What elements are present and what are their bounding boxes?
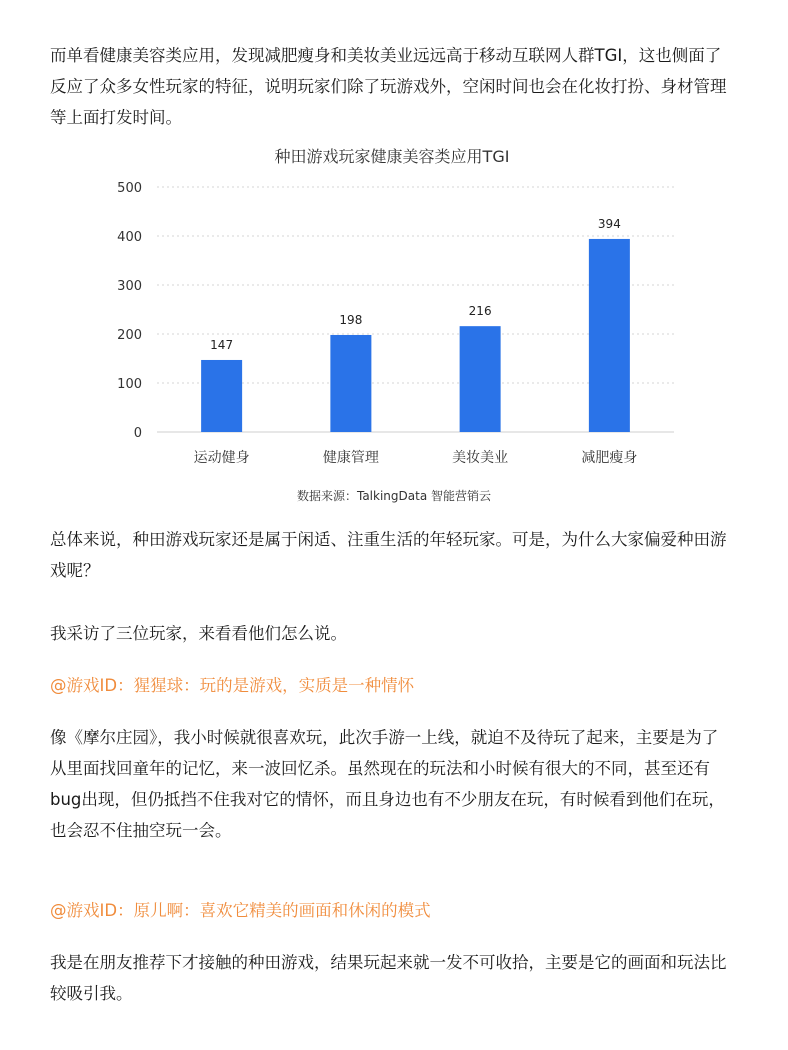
bar: [201, 360, 242, 432]
bar-value-label: 147: [210, 337, 234, 352]
x-tick-label: 减肥瘦身: [581, 450, 638, 466]
player1-line: 从里面找回童年的记忆，来一波回忆杀。虽然现在的玩法和小时候有很大的不同，甚至还有: [50, 759, 710, 778]
interview-intro: 我采访了三位玩家，来看看他们怎么说。: [50, 624, 347, 643]
player2-heading: @游戏ID：原儿啊：喜欢它精美的画面和休闲的模式: [50, 901, 431, 920]
player2-paragraph: [50, 947, 750, 1009]
player1-heading: @游戏ID：猩猩球：玩的是游戏，实质是一种情怀: [50, 676, 415, 695]
bar: [589, 239, 630, 432]
player1-line: 也会忍不住抽空玩一会。: [50, 821, 232, 840]
y-tick-label: 300: [117, 279, 142, 294]
intro-line: 等上面打发时间。: [50, 108, 182, 127]
y-tick-label: 200: [117, 328, 142, 343]
x-tick-label: 健康管理: [322, 450, 379, 466]
y-tick-label: 500: [117, 181, 142, 196]
y-tick-label: 0: [133, 426, 142, 441]
bar-value-label: 198: [339, 312, 363, 327]
y-tick-label: 100: [117, 377, 142, 392]
player1-line: 像《摩尔庄园》，我小时候就很喜欢玩，此次手游一上线，就迫不及待玩了起来，主要是为了: [50, 728, 719, 747]
player2-line: 我是在朋友推荐下才接触的种田游戏，结果玩起来就一发不可收拾，主要是它的画面和玩法比: [50, 953, 727, 972]
tgi-bar-chart: [0, 138, 788, 483]
x-tick-label: 运动健身: [193, 450, 250, 466]
bar-value-label: 394: [597, 216, 621, 231]
summary-line: 总体来说，种田游戏玩家还是属于闲适、注重生活的年轻玩家。可是，为什么大家偏爱种田游: [50, 530, 727, 549]
x-tick-label: 美妆美业: [452, 450, 509, 466]
summary-line: 戏呢？: [50, 561, 100, 580]
chart-source: 数据来源：TalkingData 智能营销云: [296, 489, 491, 503]
bar: [330, 335, 371, 432]
bar: [460, 326, 501, 432]
player2-line: 较吸引我。: [50, 984, 133, 1003]
player1-paragraph: [50, 722, 750, 846]
intro-line: 而单看健康美容类应用，发现减肥瘦身和美妆美业远远高于移动互联网人群TGI，这也侧面了: [50, 46, 722, 65]
intro-line: 反应了众多女性玩家的特征，说明玩家们除了玩游戏外，空闲时间也会在化妆打扮、身材管理: [50, 77, 727, 96]
bar-value-label: 216: [468, 304, 492, 319]
intro-paragraph: [50, 40, 750, 133]
y-tick-label: 400: [117, 230, 142, 245]
player1-line: bug出现，但仍抵挡不住我对它的情怀，而且身边也有不少朋友在玩，有时候看到他们在玩，: [50, 790, 725, 809]
summary-paragraph: [50, 524, 750, 586]
chart-title: 种田游戏玩家健康美容类应用TGI: [274, 147, 510, 166]
